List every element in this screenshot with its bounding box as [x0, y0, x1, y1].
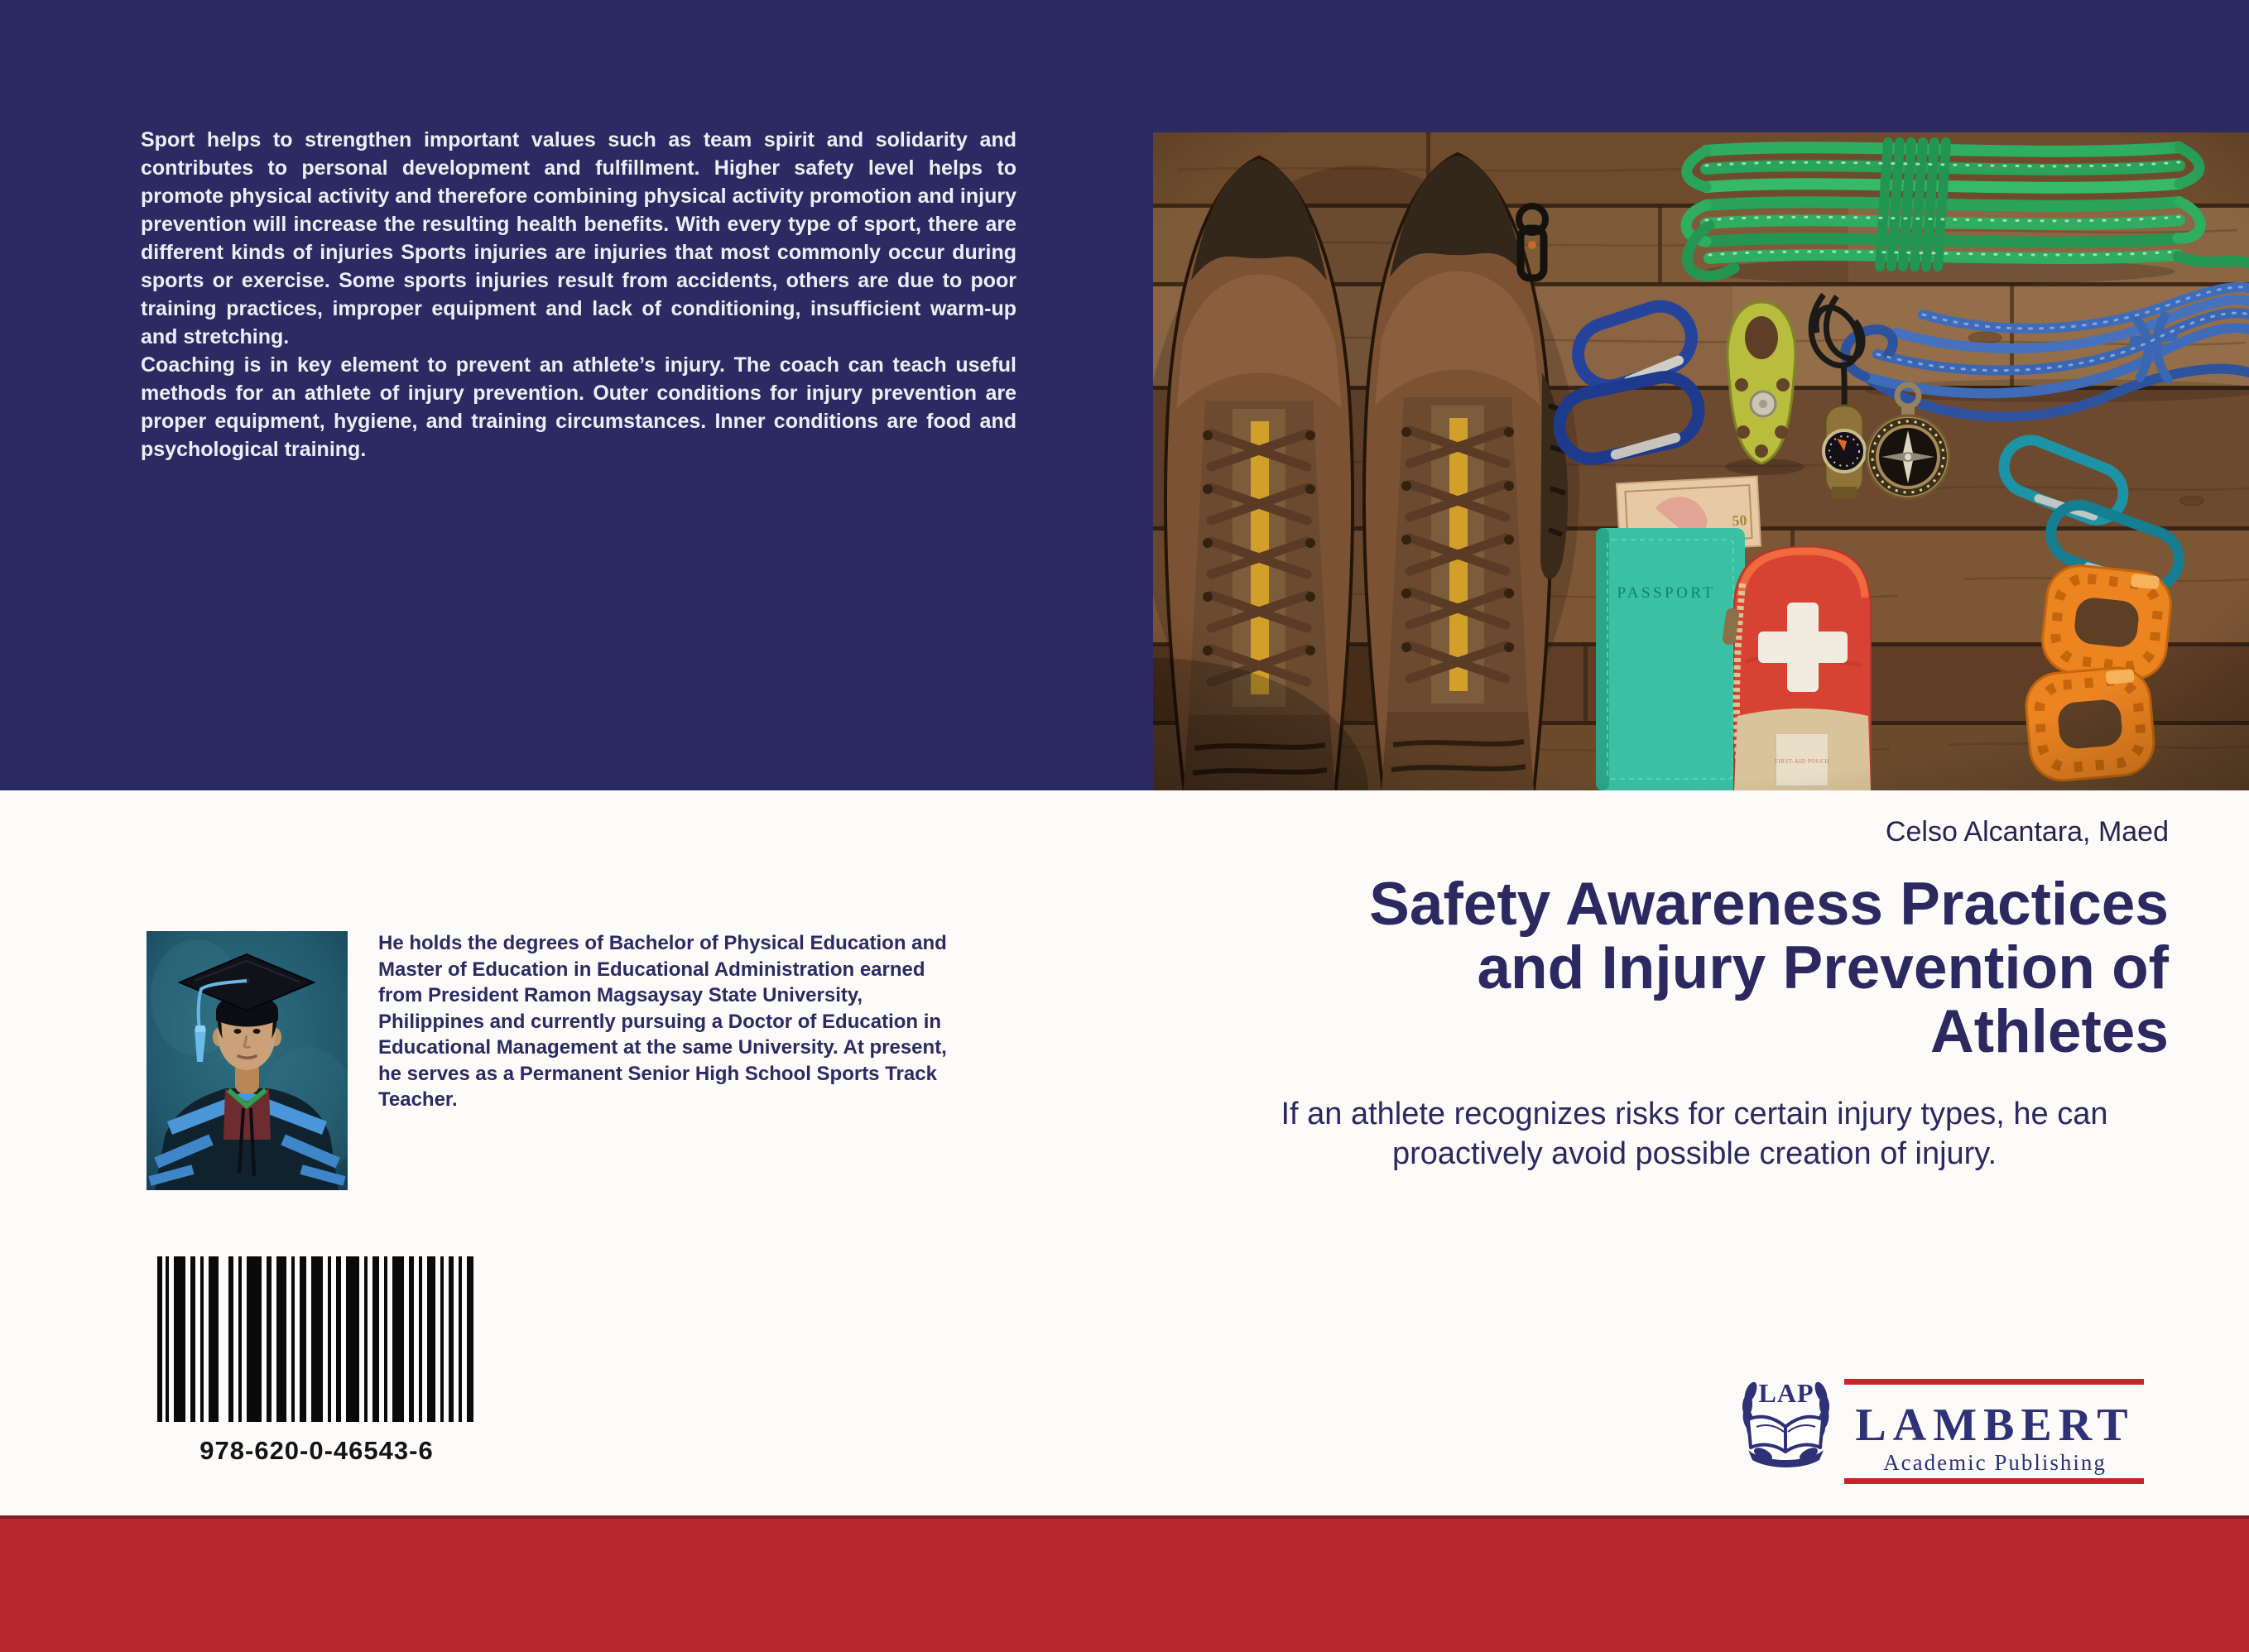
gear-photo-illustration [1153, 132, 2249, 790]
barcode-block [157, 1256, 476, 1466]
book-title-line-1: Safety Awareness Practices [1369, 871, 2169, 938]
publisher-tagline: Academic Publishing [1883, 1450, 2107, 1475]
isbn-number: 978-620-0-46543-6 [199, 1436, 434, 1465]
lambert-logo [1738, 1367, 2152, 1508]
back-blurb [141, 126, 1016, 463]
graduate-portrait-illustration [147, 931, 348, 1190]
author-name: Celso Alcantara, Maed [1885, 816, 2169, 848]
lambert-wordmark [1844, 1379, 2144, 1484]
lap-abbrev: LAP [1758, 1378, 1814, 1408]
book-title [1010, 872, 2169, 1064]
publisher-logo [1738, 1367, 2152, 1508]
book-subtitle: If an athlete recognizes risks for certain injury types, he can proactively avoid possible creation of injury. [1281, 1097, 2108, 1171]
book-title-line-2: and Injury Prevention of [1477, 934, 2169, 1001]
photo-vignette [1153, 132, 2249, 790]
blurb-paragraph-1: Sport helps to strengthen important values such as team spirit and solidarity and contributes to personal development and fulfillment. Higher safety level helps to promote physical activity and therefore combining physical activity promotion and injury prevention will increase the resulting health benefits. With every type of sport, there are different kinds of injuries Sports injuries are injuries that most commonly occur during sports or exercise. Some sports injuries result from accidents, others are due to poor training practices, improper equipment and lack of conditioning, insufficient warm-up and stretching. [141, 128, 1016, 348]
author-photo [147, 931, 348, 1190]
author-bio: He holds the degrees of Bachelor of Physical Education and Master of Education in Educational Administration earned from President Ramon Magsaysay State University, Philippines and currently pursuing a Doctor of Education in Educational Management at the same University. At present, he serves as a Permanent Senior High School Sports Track Teacher. [378, 932, 947, 1111]
publisher-name: LAMBERT [1855, 1400, 2135, 1451]
blurb-paragraph-2: Coaching is in key element to prevent an athlete’s injury. The coach can teach useful methods for an athlete of injury prevention. Outer conditions for injury prevention are proper equipment, hygiene, and training circumstances. Inner conditions are food and psychological training. [141, 353, 1016, 461]
cover-photo [1153, 132, 2249, 790]
bottom-red-strip [0, 1515, 2249, 1652]
book-title-line-3: Athletes [1929, 998, 2169, 1065]
top-section [0, 0, 2249, 790]
barcode [157, 1256, 476, 1422]
lap-wreath-book-icon [1741, 1378, 1830, 1467]
